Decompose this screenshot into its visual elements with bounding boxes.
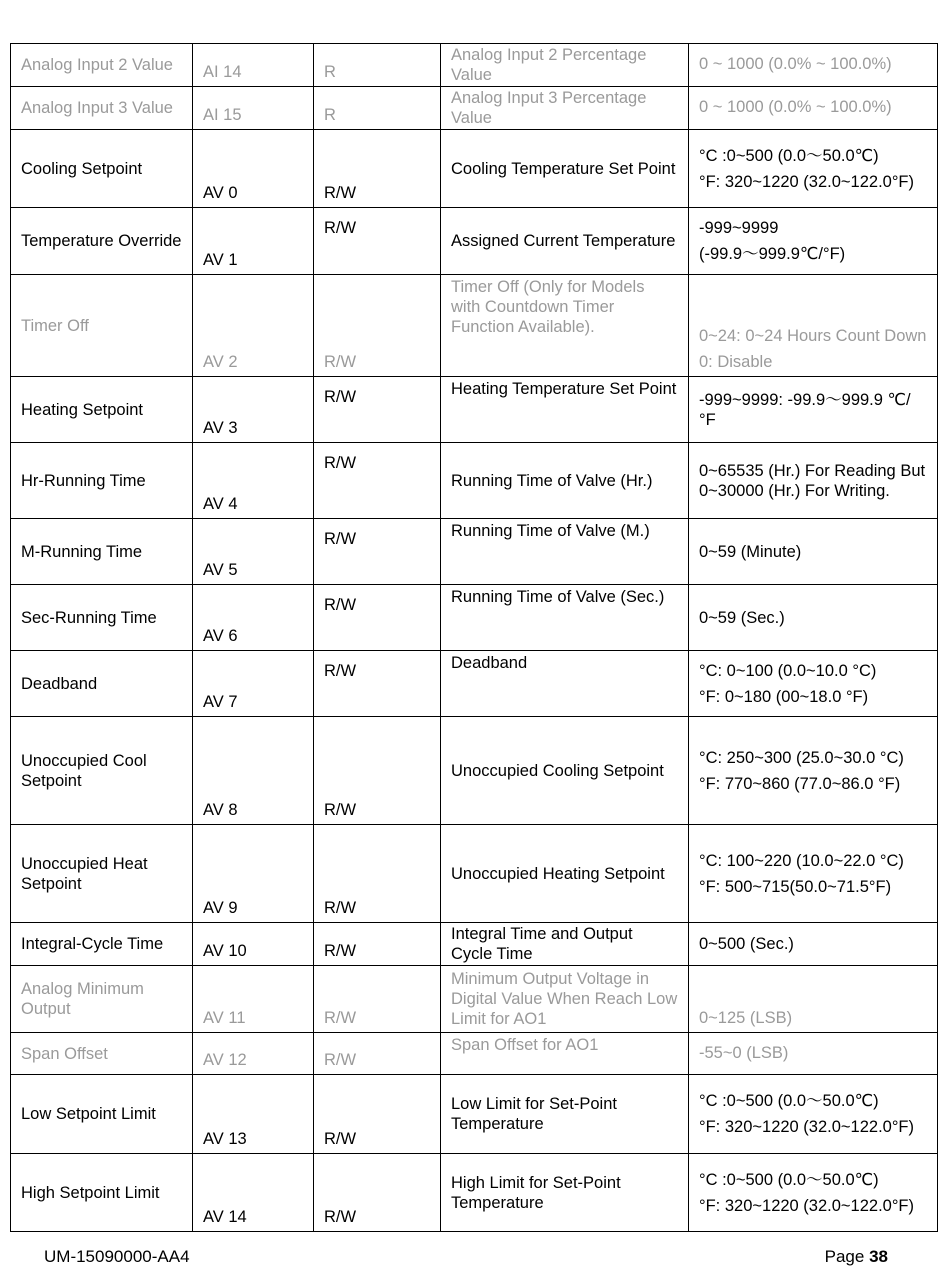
page-indicator bbox=[825, 1247, 888, 1267]
table-row bbox=[11, 208, 938, 275]
range-cell bbox=[689, 1075, 938, 1154]
range-cell bbox=[689, 717, 938, 825]
object-id-cell: AV 7 bbox=[193, 651, 314, 717]
access-cell: R bbox=[314, 44, 441, 87]
access-cell: R/W bbox=[314, 275, 441, 377]
range-cell bbox=[689, 208, 938, 275]
range-line: 0~59 (Sec.) bbox=[699, 608, 785, 627]
page-label: Page bbox=[824, 1247, 865, 1266]
range-line: 0: Disable bbox=[699, 353, 773, 371]
object-name-cell: Unoccupied Cool Setpoint bbox=[11, 717, 193, 825]
object-name-cell: Analog Minimum Output bbox=[11, 966, 193, 1033]
range-line: °C: 250~300 (25.0~30.0 °C) bbox=[699, 748, 904, 767]
document-code: UM-15090000-AA4 bbox=[44, 1247, 190, 1266]
object-id-cell: AV 12 bbox=[193, 1033, 314, 1075]
range-line: °F: 320~1220 (32.0~122.0°F) bbox=[699, 1118, 915, 1136]
range-line: °C :0~500 (0.0～50.0℃) bbox=[699, 146, 879, 165]
range-line: 0~24: 0~24 Hours Count Down bbox=[699, 327, 927, 345]
description-cell: Analog Input 3 Percentage Value bbox=[441, 87, 689, 130]
object-id-cell: AI 14 bbox=[193, 44, 314, 87]
object-id-cell: AV 2 bbox=[193, 275, 314, 377]
object-name-cell: Analog Input 3 Value bbox=[11, 87, 193, 130]
description-cell: High Limit for Set-Point Temperature bbox=[441, 1154, 689, 1232]
range-cell bbox=[689, 130, 938, 208]
range-line: °C: 0~100 (0.0~10.0 °C) bbox=[699, 661, 877, 680]
description-cell: Span Offset for AO1 bbox=[441, 1033, 689, 1075]
table-row bbox=[11, 585, 938, 651]
object-name-cell: Cooling Setpoint bbox=[11, 130, 193, 208]
range-cell bbox=[689, 87, 938, 130]
range-line: °C: 100~220 (10.0~22.0 °C) bbox=[699, 851, 904, 870]
table-row bbox=[11, 44, 938, 87]
description-cell: Cooling Temperature Set Point bbox=[441, 130, 689, 208]
object-id-cell: AV 5 bbox=[193, 519, 314, 585]
object-id-cell: AV 14 bbox=[193, 1154, 314, 1232]
access-cell: R/W bbox=[314, 130, 441, 208]
access-cell: R/W bbox=[314, 208, 441, 275]
range-line: °F: 0~180 (00~18.0 °F) bbox=[699, 687, 869, 706]
access-cell: R/W bbox=[314, 1075, 441, 1154]
object-name-cell: Hr-Running Time bbox=[11, 443, 193, 519]
bacnet-object-table bbox=[10, 43, 938, 1232]
table-row bbox=[11, 923, 938, 966]
object-id-cell: AV 0 bbox=[193, 130, 314, 208]
access-cell: R/W bbox=[314, 443, 441, 519]
access-cell: R bbox=[314, 87, 441, 130]
range-cell bbox=[689, 519, 938, 585]
object-id-cell: AV 13 bbox=[193, 1075, 314, 1154]
table-row bbox=[11, 1154, 938, 1232]
range-line: 0~125 (LSB) bbox=[699, 1009, 793, 1027]
description-cell: Timer Off (Only for Models with Countdown Timer Function Available). bbox=[441, 275, 689, 377]
table-row bbox=[11, 651, 938, 717]
object-name-cell: Span Offset bbox=[11, 1033, 193, 1075]
description-cell: Minimum Output Voltage in Digital Value When Reach Low Limit for AO1 bbox=[441, 966, 689, 1033]
object-name-cell: Unoccupied Heat Setpoint bbox=[11, 825, 193, 923]
range-line: -999~9999 bbox=[699, 219, 779, 237]
table-row bbox=[11, 1033, 938, 1075]
range-cell bbox=[689, 585, 938, 651]
access-cell: R/W bbox=[314, 1033, 441, 1075]
range-cell bbox=[689, 443, 938, 519]
range-line: 0~65535 (Hr.) For Reading But 0~30000 (Hr.) For Writing. bbox=[699, 461, 926, 500]
range-cell bbox=[689, 923, 938, 966]
range-line: 0 ~ 1000 (0.0% ~ 100.0%) bbox=[699, 98, 892, 116]
description-cell: Assigned Current Temperature bbox=[441, 208, 689, 275]
description-cell: Deadband bbox=[441, 651, 689, 717]
range-line: 0~59 (Minute) bbox=[699, 542, 802, 561]
table-row bbox=[11, 966, 938, 1033]
object-name-cell: Deadband bbox=[11, 651, 193, 717]
range-cell bbox=[689, 966, 938, 1033]
range-line: 0 ~ 1000 (0.0% ~ 100.0%) bbox=[699, 55, 892, 73]
range-line: 0~500 (Sec.) bbox=[699, 935, 794, 953]
table-row bbox=[11, 130, 938, 208]
range-cell bbox=[689, 1033, 938, 1075]
table-row bbox=[11, 87, 938, 130]
range-line: °F: 500~715(50.0~71.5°F) bbox=[699, 877, 892, 896]
range-cell bbox=[689, 44, 938, 87]
table-row bbox=[11, 825, 938, 923]
table-row bbox=[11, 717, 938, 825]
page-number: 38 bbox=[869, 1247, 888, 1266]
description-cell: Running Time of Valve (Hr.) bbox=[441, 443, 689, 519]
description-cell: Low Limit for Set-Point Temperature bbox=[441, 1075, 689, 1154]
object-name-cell: Heating Setpoint bbox=[11, 377, 193, 443]
range-line: °F: 770~860 (77.0~86.0 °F) bbox=[699, 774, 901, 793]
object-name-cell: Low Setpoint Limit bbox=[11, 1075, 193, 1154]
object-id-cell: AV 10 bbox=[193, 923, 314, 966]
table-row bbox=[11, 377, 938, 443]
table-row bbox=[11, 443, 938, 519]
range-line: °F: 320~1220 (32.0~122.0°F) bbox=[699, 172, 915, 191]
description-cell: Integral Time and Output Cycle Time bbox=[441, 923, 689, 966]
object-id-cell: AV 8 bbox=[193, 717, 314, 825]
access-cell: R/W bbox=[314, 651, 441, 717]
object-name-cell: Sec-Running Time bbox=[11, 585, 193, 651]
object-name-cell: Timer Off bbox=[11, 275, 193, 377]
description-cell: Unoccupied Heating Setpoint bbox=[441, 825, 689, 923]
range-line: (-99.9～999.9℃/°F) bbox=[699, 245, 846, 263]
table-row bbox=[11, 275, 938, 377]
access-cell: R/W bbox=[314, 377, 441, 443]
description-cell: Heating Temperature Set Point bbox=[441, 377, 689, 443]
object-name-cell: M-Running Time bbox=[11, 519, 193, 585]
object-id-cell: AI 15 bbox=[193, 87, 314, 130]
access-cell: R/W bbox=[314, 717, 441, 825]
object-name-cell: Integral-Cycle Time bbox=[11, 923, 193, 966]
access-cell: R/W bbox=[314, 519, 441, 585]
object-id-cell: AV 6 bbox=[193, 585, 314, 651]
range-line: °C :0~500 (0.0～50.0℃) bbox=[699, 1092, 879, 1110]
object-id-cell: AV 1 bbox=[193, 208, 314, 275]
access-cell: R/W bbox=[314, 923, 441, 966]
range-line: °C :0~500 (0.0～50.0℃) bbox=[699, 1170, 879, 1189]
range-cell bbox=[689, 1154, 938, 1232]
range-cell bbox=[689, 651, 938, 717]
object-id-cell: AV 9 bbox=[193, 825, 314, 923]
object-id-cell: AV 11 bbox=[193, 966, 314, 1033]
object-name-cell: Analog Input 2 Value bbox=[11, 44, 193, 87]
access-cell: R/W bbox=[314, 585, 441, 651]
table-row bbox=[11, 1075, 938, 1154]
description-cell: Running Time of Valve (Sec.) bbox=[441, 585, 689, 651]
range-line: -55~0 (LSB) bbox=[699, 1043, 789, 1062]
description-cell: Analog Input 2 Percentage Value bbox=[441, 44, 689, 87]
access-cell: R/W bbox=[314, 825, 441, 923]
access-cell: R/W bbox=[314, 966, 441, 1033]
object-name-cell: Temperature Override bbox=[11, 208, 193, 275]
range-cell bbox=[689, 275, 938, 377]
range-line: -999~9999: -99.9～999.9 ℃/°F bbox=[699, 390, 911, 429]
access-cell: R/W bbox=[314, 1154, 441, 1232]
object-name-cell: High Setpoint Limit bbox=[11, 1154, 193, 1232]
description-cell: Running Time of Valve (M.) bbox=[441, 519, 689, 585]
range-line: °F: 320~1220 (32.0~122.0°F) bbox=[699, 1196, 915, 1215]
object-id-cell: AV 4 bbox=[193, 443, 314, 519]
description-cell: Unoccupied Cooling Setpoint bbox=[441, 717, 689, 825]
range-cell bbox=[689, 377, 938, 443]
object-id-cell: AV 3 bbox=[193, 377, 314, 443]
table-row bbox=[11, 519, 938, 585]
range-cell bbox=[689, 825, 938, 923]
